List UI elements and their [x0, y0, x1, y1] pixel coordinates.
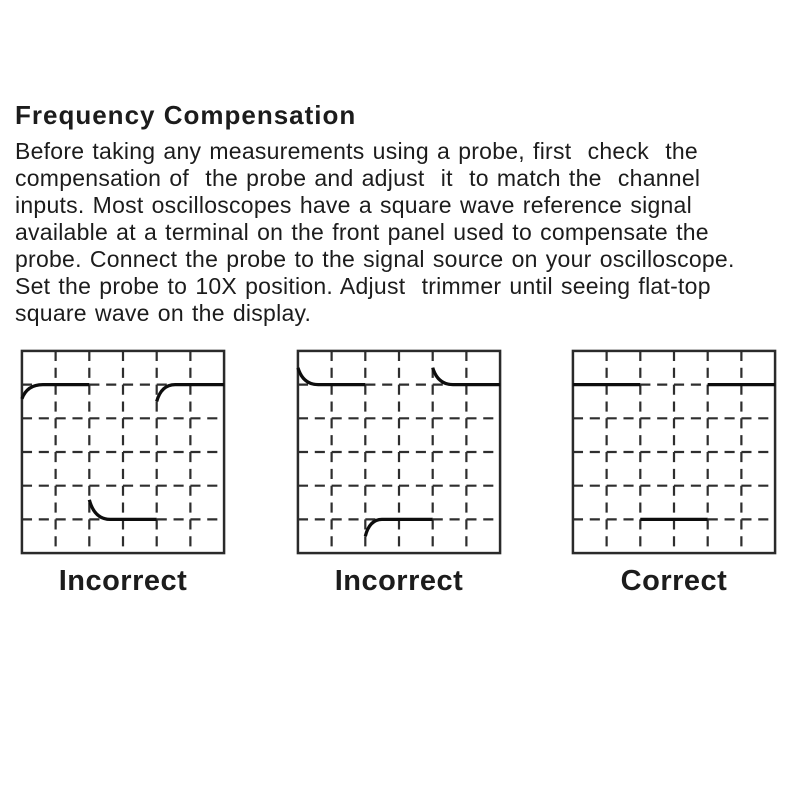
page-title: Frequency Compensation	[15, 100, 357, 130]
paragraph-line: Before taking any measurements using a probe, first check the	[15, 138, 698, 164]
paragraph-line: available at a terminal on the front panel used to compensate the	[15, 219, 709, 245]
figure-caption: Correct	[620, 565, 728, 597]
oscilloscope-figure	[295, 349, 503, 597]
figure-caption: Incorrect	[58, 565, 188, 597]
oscilloscope-screen	[570, 349, 778, 555]
paragraph-line: inputs. Most oscilloscopes have a square wave reference signal	[15, 192, 692, 218]
graticule	[573, 351, 775, 553]
paragraph-line: probe. Connect the probe to the signal source on your oscilloscope.	[15, 246, 735, 272]
graticule	[298, 351, 500, 553]
paragraph-line: Set the probe to 10X position. Adjust trimmer until seeing flat-top	[15, 273, 711, 299]
paragraph-line: compensation of the probe and adjust it to match the channel	[15, 165, 701, 191]
oscilloscope-screen	[19, 349, 227, 555]
oscilloscope-figure	[570, 349, 778, 597]
oscilloscope-screen	[295, 349, 503, 555]
oscilloscope-figure	[19, 349, 227, 597]
paragraph-line: square wave on the display.	[15, 300, 312, 326]
figure-caption: Incorrect	[334, 565, 464, 597]
graticule	[22, 351, 224, 553]
